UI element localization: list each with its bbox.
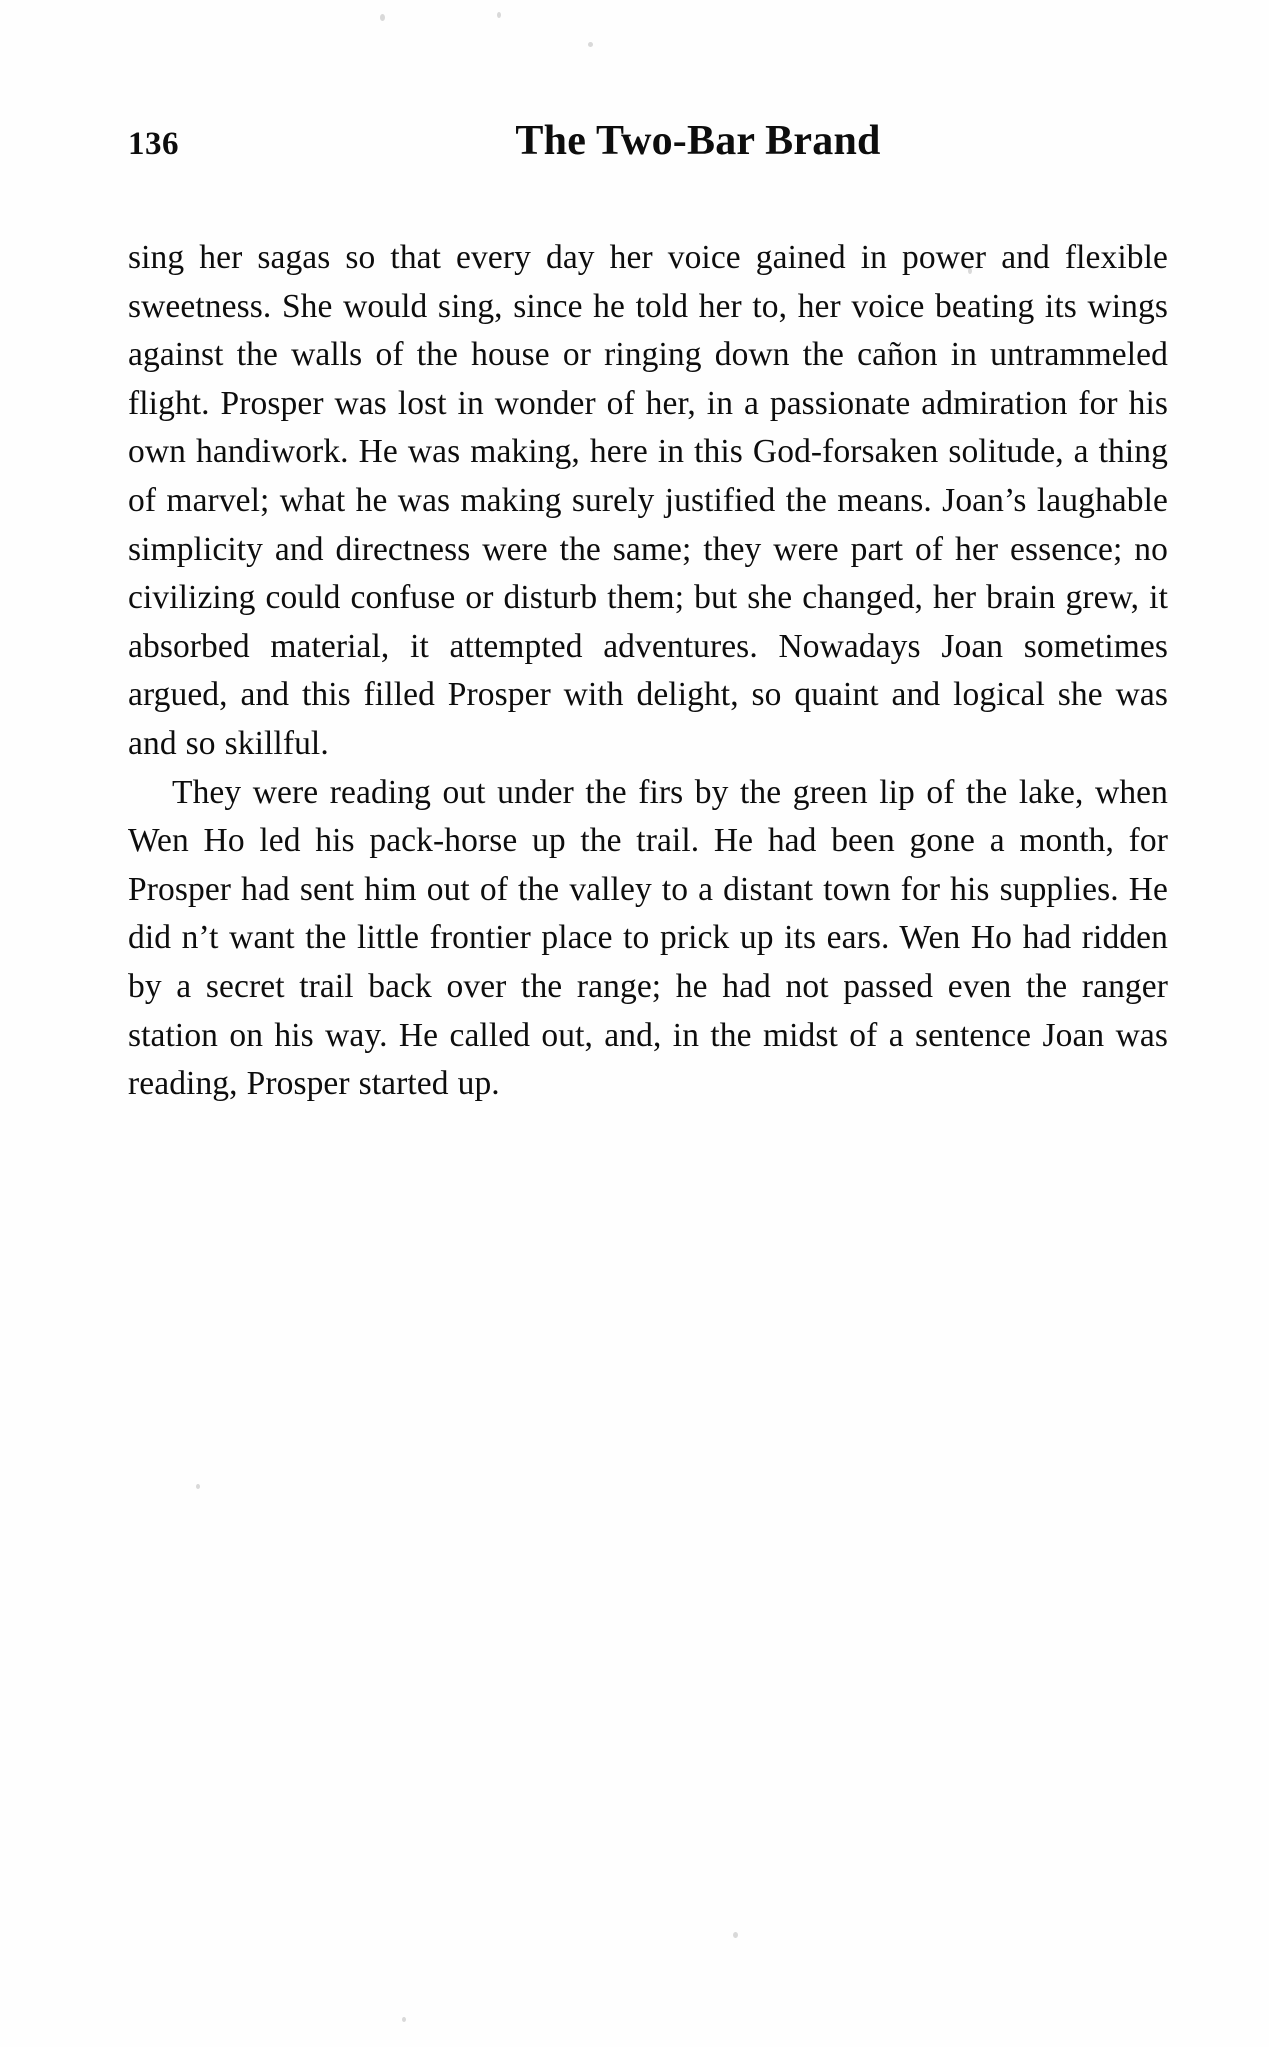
scan-speck [402,2017,406,2022]
page-content [128,120,1218,1109]
scan-speck [497,12,501,18]
page-number: 136 [128,126,179,162]
scan-speck [733,1932,738,1938]
scan-speck [588,42,593,47]
page-header [128,120,1218,190]
scan-speck [196,1484,200,1489]
body-text [128,234,1168,1109]
paragraph: sing her sagas so that every day her voice gained in power and flexible sweetness. She would sing, since he told her to, her voice beating its wings against the walls of the house or ringing down the cañon in untrammeled flight. Prosper was lost in wonder of her, in a passionate admiration for his own handiwork. He was making, here in this God-forsaken solitude, a thing of marvel; what he was making surely justified the means. Joan’s laughable simplicity and directness were the same; they were part of her essence; no civilizing could confuse or disturb them; but she changed, her brain grew, it absorbed material, it attempted adventures. Nowadays Joan sometimes argued, and this filled Prosper with delight, so quaint and logical she was and so skillful. [128,239,1168,762]
running-title: The Two-Bar Brand [515,118,881,164]
scan-speck [380,14,385,21]
paragraph: They were reading out under the firs by the green lip of the lake, when Wen Ho led his pack-horse up the trail. He had been gone a month, for Prosper had sent him out of the valley to a distant town for his supplies. He did n’t want the little frontier place to prick up its ears. Wen Ho had ridden by a secret trail back over the range; he had not passed even the ranger station on his way. He called out, and, in the midst of a sentence Joan was reading, Prosper started up. [128,773,1168,1103]
